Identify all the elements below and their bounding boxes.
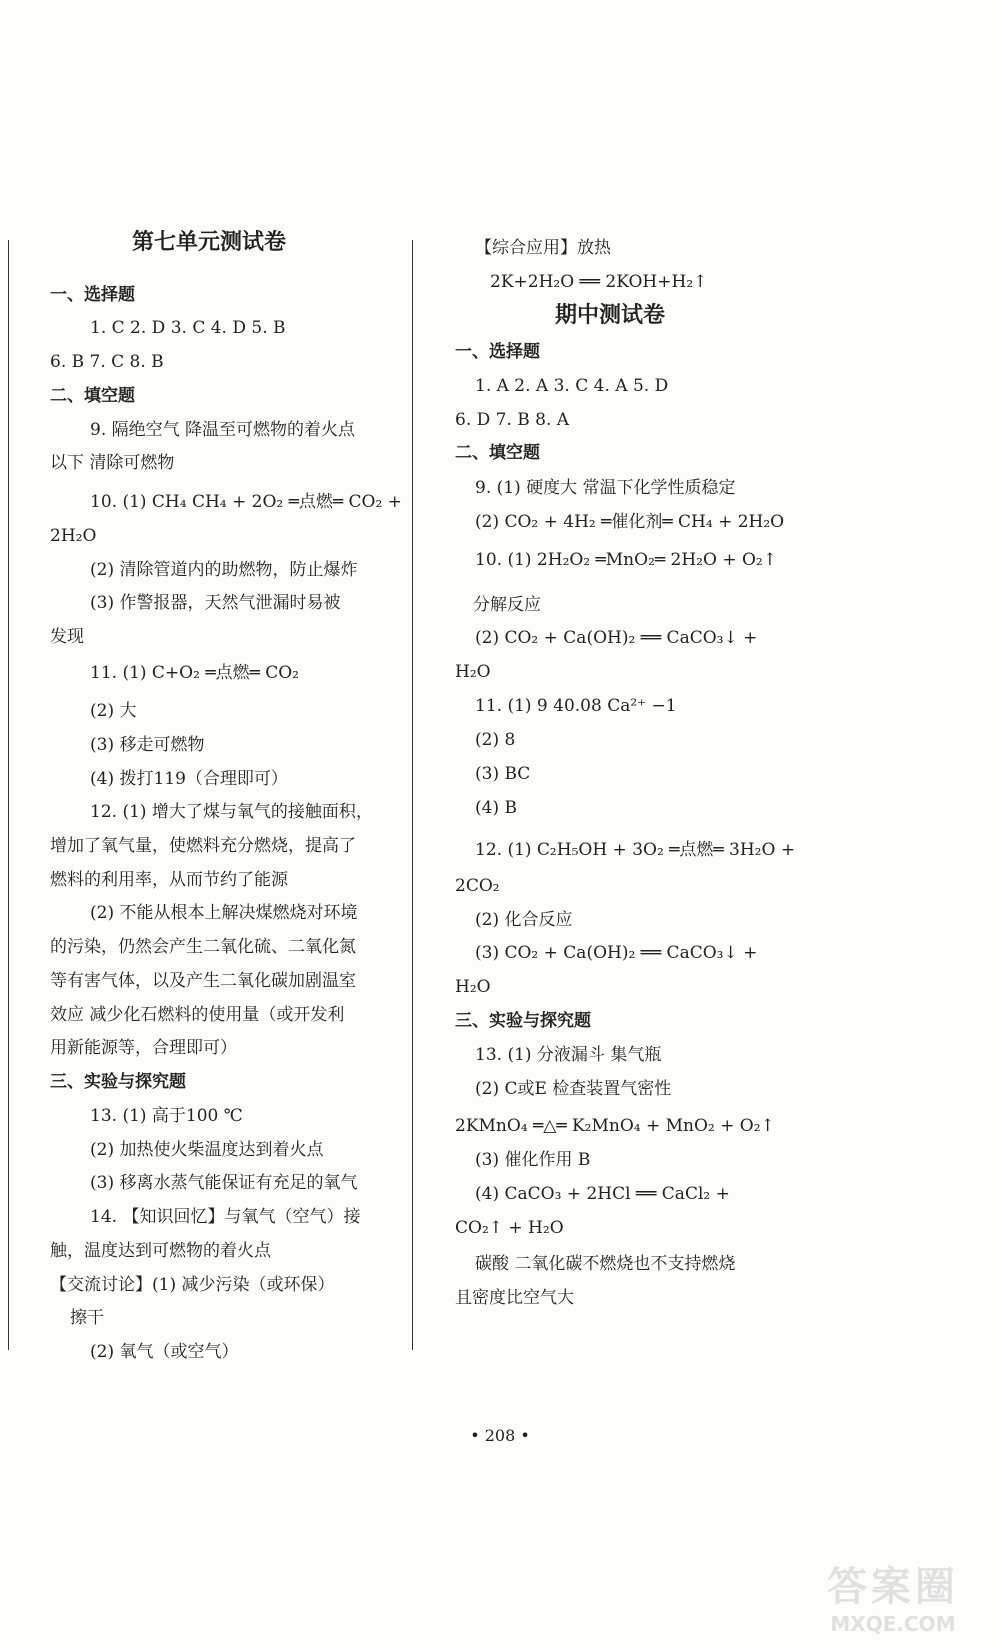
section-heading: 一、选择题 xyxy=(50,285,135,305)
answer-line: 2CO₂ xyxy=(455,876,500,896)
answer-line: 1. A 2. A 3. C 4. A 5. D xyxy=(475,376,669,396)
section-title: 期中测试卷 xyxy=(555,302,666,328)
answer-line: 14. 【知识回忆】与氧气（空气）接 xyxy=(90,1207,361,1227)
answer-line: 10. (1) 2H₂O₂ ═MnO₂═ 2H₂O + O₂↑ xyxy=(475,550,777,570)
section-heading: 三、实验与探究题 xyxy=(50,1072,186,1092)
column-divider-rule xyxy=(412,240,413,1350)
answer-line: (2) 氧气（或空气） xyxy=(90,1342,239,1362)
answer-line: (2) 8 xyxy=(475,730,516,750)
answer-line: (4) 拨打119（合理即可） xyxy=(90,769,288,789)
answer-line: 发现 xyxy=(50,627,84,647)
answer-line: 10. (1) CH₄ CH₄ + 2O₂ ═点燃═ CO₂ + xyxy=(90,492,402,512)
answer-line: (3) BC xyxy=(475,764,531,784)
answer-line: (2) C或E 检查装置气密性 xyxy=(475,1079,672,1099)
answer-line: 13. (1) 高于100 ℃ xyxy=(90,1106,243,1126)
answer-line: 【交流讨论】(1) 减少污染（或环保） xyxy=(50,1275,335,1295)
answer-line: 碳酸 二氧化碳不燃烧也不支持燃烧 xyxy=(475,1254,736,1274)
answer-line: (2) 化合反应 xyxy=(475,910,573,930)
answer-line: 增加了氧气量，使燃料充分燃烧，提高了 xyxy=(50,836,356,856)
answer-line: 9. (1) 硬度大 常温下化学性质稳定 xyxy=(475,478,736,498)
watermark-logo xyxy=(808,1555,978,1637)
page-number: • 208 • xyxy=(470,1426,530,1445)
answer-line: 等有害气体，以及产生二氧化碳加剧温室 xyxy=(50,971,356,991)
answer-line: 燃料的利用率，从而节约了能源 xyxy=(50,870,288,890)
answer-line: 1. C 2. D 3. C 4. D 5. B xyxy=(90,318,286,338)
answer-line: (2) 加热使火柴温度达到着火点 xyxy=(90,1140,324,1160)
section-heading: 一、选择题 xyxy=(455,342,540,362)
answer-line: 11. (1) C+O₂ ═点燃═ CO₂ xyxy=(90,663,299,683)
answer-line: H₂O xyxy=(455,662,491,682)
answer-line: 擦干 xyxy=(70,1308,104,1328)
answer-line: (4) B xyxy=(475,798,517,818)
answer-line: 【综合应用】放热 xyxy=(475,238,611,258)
answer-line: 效应 减少化石燃料的使用量（或开发利 xyxy=(50,1005,345,1025)
answer-line: (2) 大 xyxy=(90,701,137,721)
answer-line: 9. 隔绝空气 降温至可燃物的着火点 xyxy=(90,420,356,440)
answer-line: 13. (1) 分液漏斗 集气瓶 xyxy=(475,1045,662,1065)
answer-line: 11. (1) 9 40.08 Ca²⁺ −1 xyxy=(475,696,677,716)
answer-line: 以下 清除可燃物 xyxy=(50,453,175,473)
answer-line: (3) 催化作用 B xyxy=(475,1150,591,1170)
answer-line: 6. D 7. B 8. A xyxy=(455,410,570,430)
left-margin-rule xyxy=(8,240,9,1350)
answer-line: 分解反应 xyxy=(473,595,541,615)
answer-line: 2K+2H₂O ══ 2KOH+H₂↑ xyxy=(490,272,708,292)
answer-line: (3) CO₂ + Ca(OH)₂ ══ CaCO₃↓ + xyxy=(475,943,758,963)
answer-line: (3) 移离水蒸气能保证有充足的氧气 xyxy=(90,1173,358,1193)
answer-line: 2H₂O xyxy=(50,526,97,546)
section-title: 第七单元测试卷 xyxy=(132,229,287,255)
section-heading: 三、实验与探究题 xyxy=(455,1011,591,1031)
answer-line: 6. B 7. C 8. B xyxy=(50,352,164,372)
answer-line: (2) CO₂ + 4H₂ ═催化剂═ CH₄ + 2H₂O xyxy=(475,512,785,532)
section-heading: 二、填空题 xyxy=(455,443,540,463)
answer-line: (2) 不能从根本上解决煤燃烧对环境 xyxy=(90,903,358,923)
answer-line: 12. (1) 增大了煤与氧气的接触面积， xyxy=(90,802,373,822)
answer-line: 且密度比空气大 xyxy=(455,1288,574,1308)
answer-line: (2) CO₂ + Ca(OH)₂ ══ CaCO₃↓ + xyxy=(475,628,758,648)
answer-line: 的污染，仍然会产生二氧化硫、二氧化氮 xyxy=(50,937,356,957)
answer-line: (3) 作警报器，天然气泄漏时易被 xyxy=(90,593,341,613)
watermark-logo-text: 答案圈 xyxy=(827,1564,959,1610)
answer-line: CO₂↑ + H₂O xyxy=(455,1218,564,1238)
answer-line: 触，温度达到可燃物的着火点 xyxy=(50,1241,271,1261)
answer-line: 用新能源等，合理即可） xyxy=(50,1038,237,1058)
answer-line: 12. (1) C₂H₅OH + 3O₂ ═点燃═ 3H₂O + xyxy=(475,840,796,860)
answer-line: H₂O xyxy=(455,977,491,997)
answer-line: 2KMnO₄ ═△═ K₂MnO₄ + MnO₂ + O₂↑ xyxy=(455,1116,775,1136)
answer-line: (2) 清除管道内的助燃物，防止爆炸 xyxy=(90,560,358,580)
answer-line: (3) 移走可燃物 xyxy=(90,735,205,755)
watermark-url: MXQE.COM xyxy=(830,1612,956,1636)
section-heading: 二、填空题 xyxy=(50,386,135,406)
answer-line: (4) CaCO₃ + 2HCl ══ CaCl₂ + xyxy=(475,1184,730,1204)
